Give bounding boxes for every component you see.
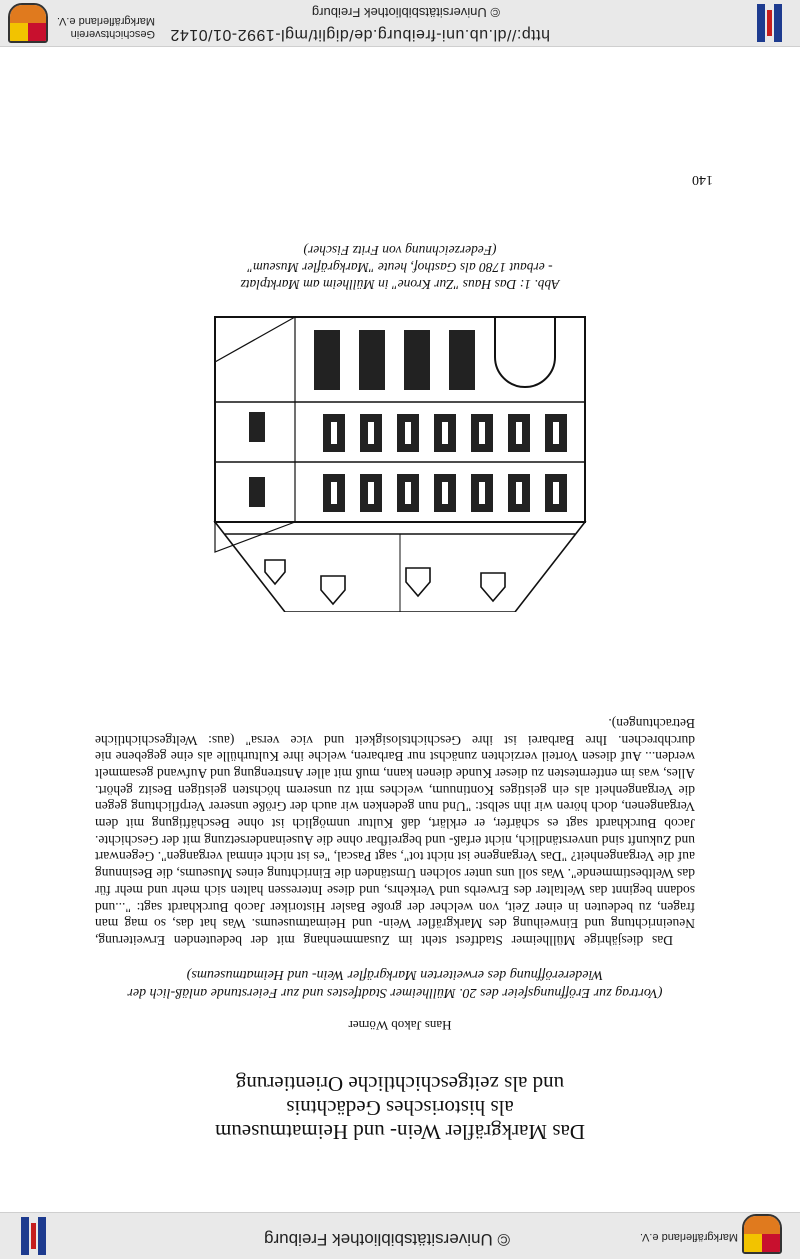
library-logo-icon [750,4,788,42]
society-name [57,14,155,40]
society-line: Geschichtsverein [70,28,155,40]
figure-caption [235,242,565,293]
caption-line: - erbaut 1780 als Gasthof, heute "Markgräfler Museum" [247,260,553,275]
society-name: Markgräflerland e.V. [639,1231,738,1243]
library-copyright: © Universitätsbibliothek Freiburg [264,1230,510,1249]
page-number: 140 [692,172,713,187]
article-subtitle: (Vortrag zur Eröffnungsfeier des 20. Müllheimer Stadtfestes und zur Feierstunde anläß-lich der Wiedereröffnung des erweiterten Markgräfler Wein- und Heimatmuseums) [127,967,663,1000]
title-line: und als zeitgeschichtliche Orientierung [235,1072,565,1096]
article-title [160,1072,640,1144]
caption-line: (Federzeichnung von Fritz Fischer) [303,243,497,258]
coat-of-arms-icon [8,3,48,43]
page-url-link[interactable]: http://dl.ub.uni-freiburg.de/diglit/mgl-1992-01/0142 [170,26,550,43]
society-line: Markgräflerland e.V. [56,15,155,27]
library-logo-icon [14,1217,52,1255]
author-name: Hans Jakob Wörner [348,1018,452,1033]
title-line: Das Markgräfler Wein- und Heimatmuseum [215,1120,585,1144]
coat-of-arms-icon [742,1214,782,1254]
library-header-bar [0,0,800,47]
article-body: Das diesjährige Müllheimer Stadtfest steht im Zusammenhang mit der bedeutenden Erweiterung, Neueinrichtung und Einweihung des Markgräfler Wein- und Heimatmuseums. Was hat das, so mag man fragen, zu bedeuten in einer Zeit, von welcher der große Basler Historiker Jacob Burckhardt sagt: "...und sodann beginnt das Weltalter des Erwerbs und Verkehrs, und diese Interessen halten sich mehr und mehr für das Weltbestimmende". Was soll uns unter solchen Umständen die Einrichtung eines Museums, die Besinnung auf die Vergangenheit? "Das Vergangene ist nicht tot", sagt Pascal, "es ist nicht einmal vergangen". Gegenwart und Zukunft sind unverständlich, nicht erfaß- und begreifbar ohne die Auseinandersetzung mit der Geschichte. Jacob Burckhardt sagt es schärfer, er erklärt, daß Kultur unmöglich ist ohne Beschäftigung mit dem Vergangenen, doch hören wir ihn selbst: "Und nun gedenken wir auch der Größe unserer Verpflichtung gegen die Vergangenheit als ein geistiges Kontinuum, welches mit zu unserem höchsten geistigen Besitz gehört. Alles, was im entferntesten zu dieser Kunde dienen kann, muß mit aller Anstrengung und Aufwand gesammelt werden... Auf diesen Vorteil verzichten zunächst nur Barbaren, welche ihre Kulturhülle als eine gegebene nie durchbrechen. Ihre Barbarei ist ihre Geschichtslosigkeit und vice versa" (aus: Weltgeschichtliche Betrachtungen). [95,715,695,948]
library-copyright: © Universitätsbibliothek Freiburg [311,5,500,20]
caption-line: Abb. 1: Das Haus "Zur Krone" in Müllheim am Marktplatz [240,277,560,292]
title-line: als historisches Gedächtnis [286,1096,514,1120]
house-drawing-figure [205,305,595,612]
library-footer-bar [0,1212,800,1259]
